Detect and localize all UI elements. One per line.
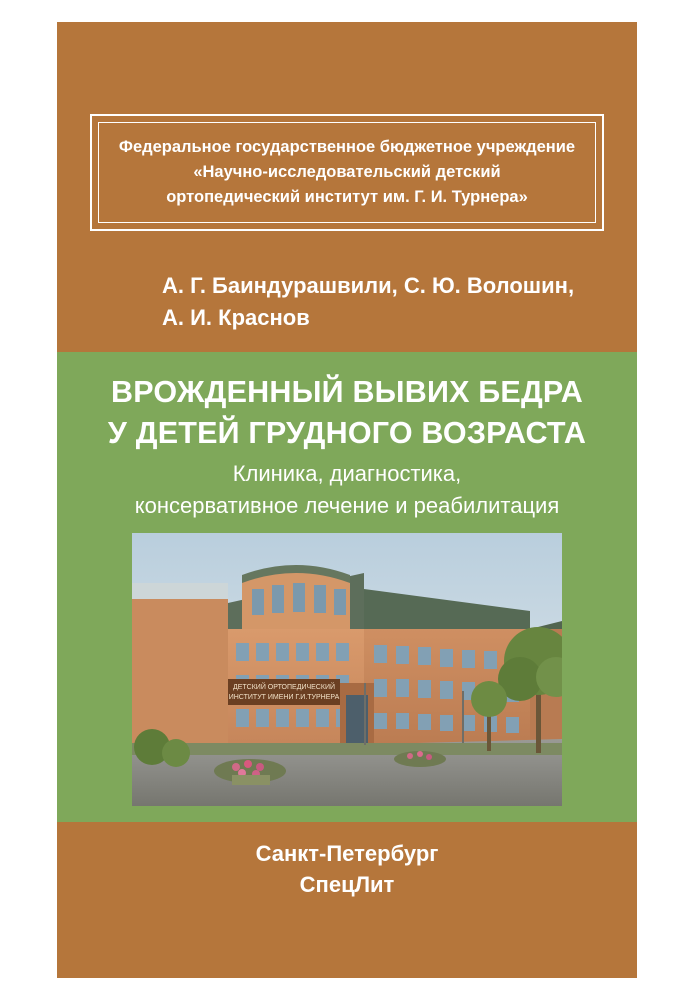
institution-line-1: Федеральное государственное бюджетное учреждение [118,138,576,156]
author-line-2: А. И. Краснов [162,305,310,330]
title-line-2: У ДЕТЕЙ ГРУДНОГО ВОЗРАСТА [107,416,587,450]
institute-building-photo [132,533,562,806]
subtitle-line-1: Клиника, диагностика, [232,461,462,486]
institution-line-2: «Научно-исследовательский детский [193,163,501,181]
publisher-name: СпецЛит [299,872,395,897]
green-panel [57,352,637,822]
subtitle-line-2: консервативное лечение и реабилитация [134,493,560,518]
institution-frame-inner [98,122,596,223]
svg-text:ИНСТИТУТ ИМЕНИ Г.И.ТУРНЕРА: ИНСТИТУТ ИМЕНИ Г.И.ТУРНЕРА [228,694,340,701]
book-title [57,372,637,454]
book-subtitle [57,458,637,522]
title-line-1: ВРОЖДЕННЫЙ ВЫВИХ БЕДРА [111,375,583,409]
institution-frame [90,114,604,231]
book-cover [57,22,637,978]
svg-text:ДЕТСКИЙ ОРТОПЕДИЧЕСКИЙ: ДЕТСКИЙ ОРТОПЕДИЧЕСКИЙ [232,684,336,691]
authors-block [162,270,602,334]
publisher-city: Санкт-Петербург [255,841,439,866]
publisher-block [57,838,637,900]
institution-line-3: ортопедический институт им. Г. И. Турнера» [166,188,528,206]
author-line-1: А. Г. Баиндурашвили, С. Ю. Волошин, [162,273,575,298]
